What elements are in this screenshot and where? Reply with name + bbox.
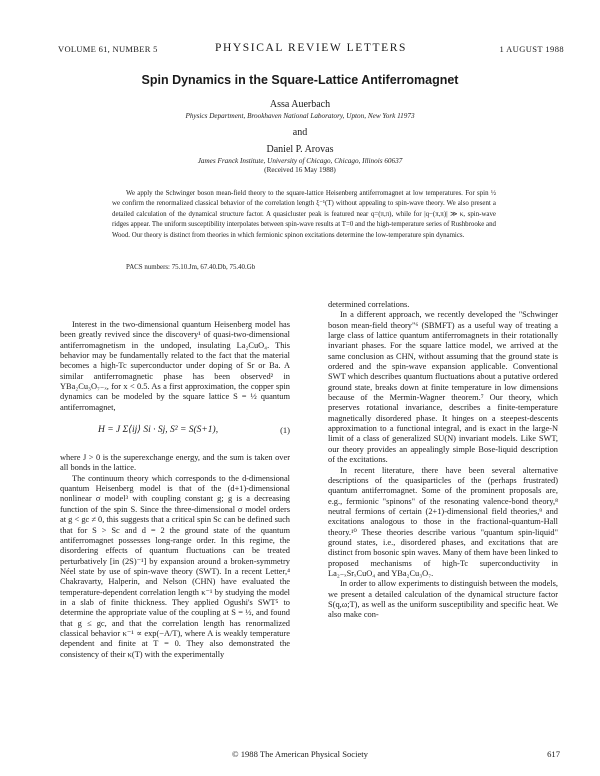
paragraph: determined correlations. bbox=[328, 300, 410, 309]
author-conjunction: and bbox=[292, 127, 308, 138]
issue-date: 1 AUGUST 1988 bbox=[499, 44, 564, 54]
journal-name: PHYSICAL REVIEW LETTERS bbox=[214, 42, 408, 54]
paragraph: In order to allow experiments to distinguish between the models, we present a detailed calculation of the dynamical structure factor S(q,ω;T), as well as the uniform susceptibility and specific heat. We also make con- bbox=[328, 579, 558, 620]
author-affiliation: James Franck Institute, University of Chicago, Chicago, Illinois 60637 bbox=[197, 157, 403, 165]
paragraph: In a different approach, we recently developed the "Schwinger boson mean-field theory"⁶ (SBMFT) as a useful way of treating a large class of lattice quantum antiferromagnets in their rotationally invariant phases. For the square lattice model, we arrived at the same conclusion as CHN, without assuming that the ground state is ordered and the spin-wave expansion applicable. Conventional SWT which describes quantum fluctuations about a putative ordered ground state, breaks down at finite temperature in low dimensions because of the Mermin-Wagner theorem.⁷ Our theory, which preserves rotational invariance, describes a finite-temperature magnetically disordered phase. It hinges on a steepest-descents approximation to a functional integral, and is exact in the large-N limit of a class of generalized SU(N) invariant models. Like SWT, our theory provides an appealingly simple Bose-liquid description of the excitations. bbox=[328, 310, 558, 465]
left-column bbox=[60, 320, 290, 660]
abstract-text: We apply the Schwinger boson mean-field theory to the square-lattice Heisenberg antiferromagnet at low temperatures. For spin ½ we confirm the renormalized classical behavior of the correlation length ξ⁻¹(T) without appealing to spin-wave theory. We also present a detailed calculation of the dynamical structure factor. A quasicluster peak is featured near q=(π,π), while for |q−(π,π)| ≫ κ, spin-wave ridges appear. The uniform susceptibility interpolates between spin-wave results at T=0 and the high-temperature series of Rushbrooke and Wood. Our theory is distinct from theories in which fermionic spinon excitations determine the low-temperature spin dynamics. bbox=[112, 190, 496, 239]
right-column bbox=[328, 300, 558, 621]
author-name: Assa Auerbach bbox=[269, 99, 331, 110]
pacs-numbers: PACS numbers: 75.10.Jm, 67.40.Db, 75.40.Gb bbox=[126, 264, 256, 271]
article-title: Spin Dynamics in the Square-Lattice Antiferromagnet bbox=[141, 73, 459, 87]
paragraph: Interest in the two-dimensional quantum Heisenberg model has been greatly revived since the discovery¹ of quasi-two-dimensional antiferromagnetism in the undoped, insulating La₂CuO₄. This behavior may be fundamentally related to the fact that the material becomes a high-Tc superconductor under doping of Sr or Ba. A similar antiferromagnetic phase has been observed² in YBa₂Cu₃O₇₋ₓ, for x < 0.5. As a first approximation, the copper spin dynamics can be modeled by the square lattice S = ½ quantum antiferromagnet, bbox=[60, 320, 290, 412]
author-name: Daniel P. Arovas bbox=[266, 144, 334, 155]
equation-1 bbox=[60, 417, 290, 449]
paragraph: In recent literature, there have been several alternative descriptions of the quasiparticles of the (perhaps frustrated) quantum antiferromagnet. Some of the prominent proposals are, e.g., fermionic "spinons" of the resonating valence-bond theory,⁸ neutral fermions of certain (2+1)-dimensional field theories,⁹ and excitations analogous to those in the fractional-quantum-Hall theory.¹⁰ These theories describe various "quantum spin-liquid" ground states, i.e., disordered phases, and excitations that are distinct from bosonic spin waves. Many of them have been linked to proposed mechanisms of high-Tc superconductivity in La₂₋ₓSrₓCuO₄ and YBa₂Cu₃O₇. bbox=[328, 465, 558, 578]
equation-expression: H = J Σ⟨ij⟩ Si · Sj, S² = S(S+1), bbox=[98, 425, 219, 436]
paragraph: The continuum theory which corresponds to the d-dimensional quantum Heisenberg model is that of the (d+1)-dimensional nonlinear σ model³ with coupling constant g; g is a decreasing function of the spin S. Since the three-dimensional σ model orders at g < gc ≠ 0, this suggests that a critical spin Sc can be defined such that for S > Sc and d = 2 the ground state of the quantum antiferromagnet possesses long-range order. In this regime, the disordering effects of quantum fluctuations can be treated perturbatively [in (2S)⁻¹] by expansion around a broken-symmetry Néel state by use of spin-wave theory (SWT). In a recent Letter,⁴ Chakravarty, Halperin, and Nelson (CHN) have evaluated the temperature-dependent correlation length κ⁻¹ by studying the model in a slab of finite thickness. They applied Ogushi's SWT⁵ to determine the appropriate value of the coupling at S = ½, and found that g ≤ gc, and that the correlation length has renormalized classical behavior κ⁻¹ ∝ exp(−A/T), where A is weakly temperature dependent and finite at T = 0. They also demonstrated the consistency of their κ(T) with the experimentally bbox=[60, 473, 290, 659]
paragraph: where J > 0 is the superexchange energy, and the sum is taken over all bonds in the lattice. bbox=[60, 453, 290, 473]
author-affiliation: Physics Department, Brookhaven National Laboratory, Upton, New York 11973 bbox=[185, 112, 415, 120]
abstract bbox=[112, 189, 496, 241]
volume-number: VOLUME 61, NUMBER 5 bbox=[58, 44, 158, 54]
received-date: (Received 16 May 1988) bbox=[264, 166, 336, 174]
equation-number: (1) bbox=[280, 425, 290, 436]
page-number: 617 bbox=[547, 749, 560, 759]
running-header bbox=[58, 44, 564, 58]
copyright-notice: © 1988 The American Physical Society bbox=[232, 749, 368, 759]
